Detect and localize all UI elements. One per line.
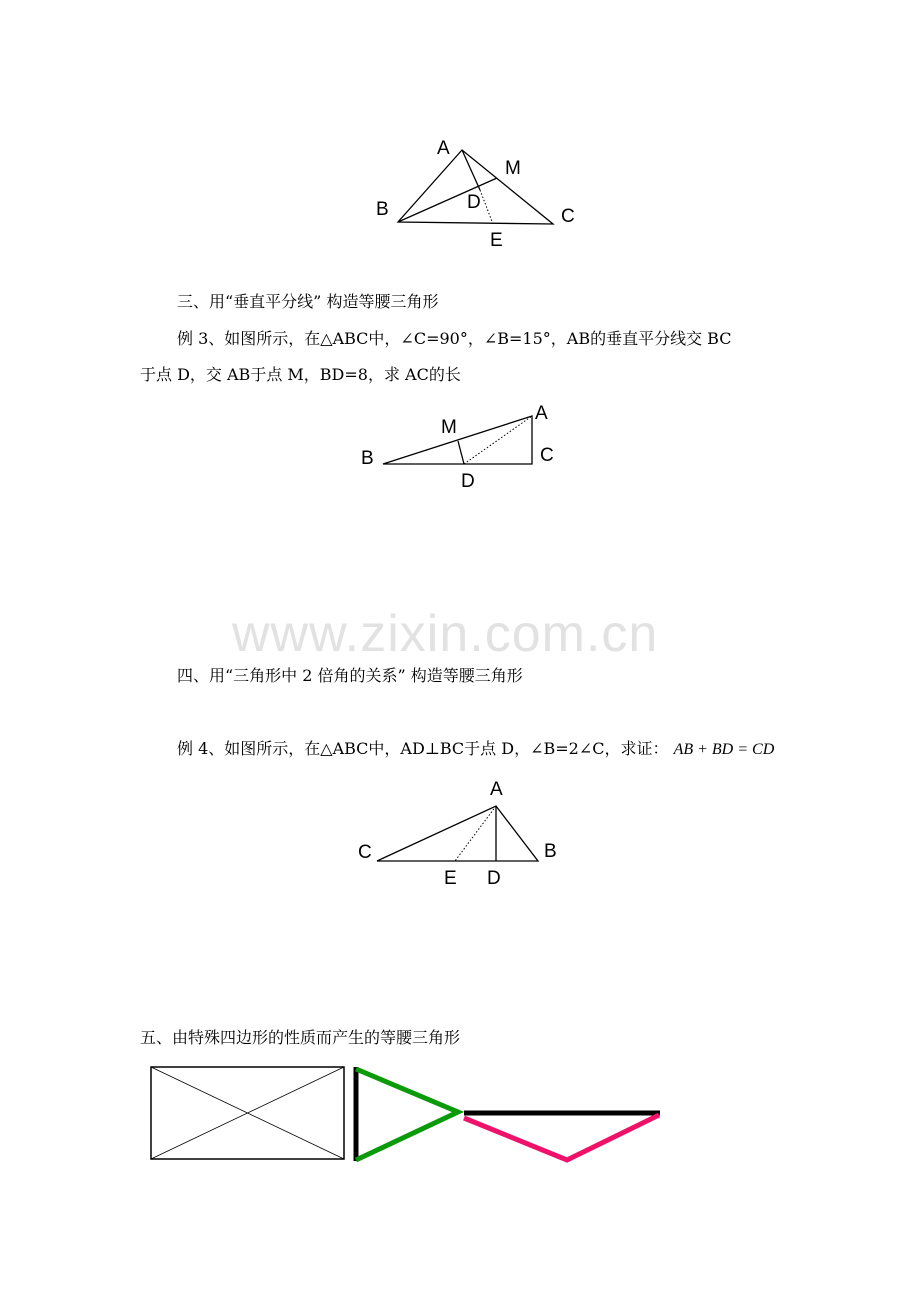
example4-formula: AB + BD = CD [673, 741, 775, 758]
figure-4-triangles [356, 1067, 660, 1161]
fig2-label-m: M [441, 417, 457, 438]
section3-heading: 三、用“垂直平分线” 构造等腰三角形 [177, 292, 439, 311]
figure-2 [383, 416, 532, 464]
fig1-label-c: C [561, 206, 575, 227]
fig2-label-d: D [461, 471, 475, 492]
fig3-label-c: C [358, 842, 372, 863]
watermark: www.zixin.com.cn [232, 605, 659, 663]
fig1-label-d: D [467, 192, 481, 213]
figure-4-rectangle [151, 1067, 344, 1159]
fig3-label-d: D [487, 868, 501, 889]
fig2-label-a: A [535, 403, 548, 424]
fig1-label-e: E [490, 230, 503, 251]
section5-heading: 五、由特殊四边形的性质而产生的等腰三角形 [140, 1028, 461, 1047]
fig1-label-a: A [437, 138, 450, 159]
fig3-label-a: A [490, 779, 503, 800]
fig1-label-b: B [376, 199, 389, 220]
fig2-label-b: B [361, 448, 374, 469]
fig2-label-c: C [540, 445, 554, 466]
fig3-label-b: B [544, 841, 557, 862]
example4-text: 例 4、如图所示，在△ABC中，AD⊥BC于点 D，∠B=2∠C，求证： [177, 739, 669, 758]
section4-heading: 四、用“三角形中 2 倍角的关系” 构造等腰三角形 [177, 666, 523, 685]
figure-3 [377, 806, 538, 861]
fig3-label-e: E [444, 868, 457, 889]
fig1-label-m: M [505, 158, 521, 179]
example3-line2: 于点 D，交 AB于点 M，BD=8，求 AC的长 [140, 365, 461, 384]
example4 [177, 736, 774, 759]
example3-line1: 例 3、如图所示，在△ABC中，∠C=90°，∠B=15°，AB的垂直平分线交 BC [177, 329, 732, 348]
